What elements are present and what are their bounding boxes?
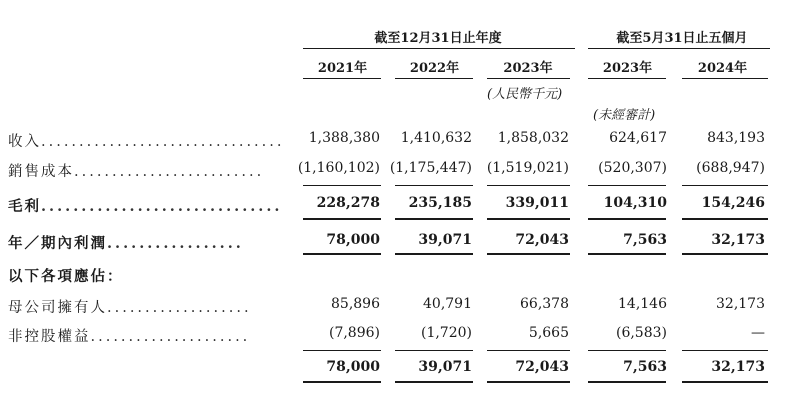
rule [303,185,381,186]
row-label-non-controlling-interests: 非控股權益..................... [8,329,251,345]
rule [395,185,473,186]
rule [303,350,381,351]
value-cell: 32,173 [716,296,765,312]
value-cell: 228,278 [316,195,380,211]
rule [588,350,666,351]
rule [682,218,768,220]
row-label-attributable-to: 以下各項應佔： [8,268,124,285]
value-cell: 235,185 [408,195,472,211]
header-group-rule-1 [303,48,575,49]
year-rule-2 [395,78,473,79]
value-cell: 40,791 [423,296,472,312]
value-cell: 843,193 [707,130,765,146]
value-cell: 7,563 [623,232,667,248]
year-rule-5 [682,78,768,79]
value-cell: 39,071 [418,359,472,375]
row-label-revenue: 收入................................ [8,134,285,150]
unaudited-note: (未經審計) [593,108,656,123]
rule [588,381,666,383]
rule [395,350,473,351]
value-cell: 104,310 [603,195,667,211]
rule [303,381,381,383]
rule [588,185,666,186]
row-label-cost-of-sales: 銷售成本......................... [8,164,265,180]
row-label-profit-for-period: 年／期內利潤................. [8,235,244,252]
year-header-2022: 2022年 [409,61,460,76]
rule [487,218,570,220]
value-cell: (1,519,021) [486,160,569,176]
value-cell: 32,173 [711,232,765,248]
rule [303,218,381,220]
value-cell: 32,173 [711,359,765,375]
value-cell: 14,146 [618,296,667,312]
value-cell: (688,947) [696,160,765,176]
header-group-five-months: 截至5月31日止五個月 [616,31,748,46]
year-header-2023-five-months: 2023年 [602,61,653,76]
year-header-2021: 2021年 [317,61,368,76]
value-cell: 7,563 [623,359,667,375]
value-cell: 5,665 [528,325,569,341]
rule [487,253,570,255]
row-label-gross-profit: 毛利.............................. [8,198,283,215]
value-cell: 78,000 [326,359,380,375]
rule [395,218,473,220]
rule [395,253,473,255]
rule [682,381,768,383]
year-rule-3 [487,78,570,79]
header-group-fiscal-years: 截至12月31日止年度 [374,31,502,46]
row-label-owners-of-parent: 母公司擁有人................... [8,300,252,316]
year-rule-1 [303,78,381,79]
year-rule-4 [588,78,666,79]
value-cell: 624,617 [609,130,667,146]
value-cell: (1,720) [420,325,472,341]
rule [395,381,473,383]
value-cell: (6,583) [615,325,667,341]
value-cell: 72,043 [515,232,569,248]
value-cell: 72,043 [515,359,569,375]
rule [682,253,768,255]
value-cell: 339,011 [505,195,569,211]
value-cell: 39,071 [418,232,472,248]
value-cell: 78,000 [326,232,380,248]
value-cell: 154,246 [701,195,765,211]
rule [487,185,570,186]
rule [303,253,381,255]
value-cell: (1,175,447) [389,160,472,176]
rule [588,253,666,255]
header-group-rule-2 [588,48,770,49]
value-cell: — [751,325,765,341]
rule [682,185,768,186]
year-header-2024-five-months: 2024年 [697,61,748,76]
rule [682,350,768,351]
rule [588,218,666,220]
value-cell: 1,388,380 [308,130,380,146]
value-cell: (7,896) [328,325,380,341]
value-cell: 1,858,032 [497,130,569,146]
value-cell: 66,378 [520,296,569,312]
value-cell: 85,896 [331,296,380,312]
year-header-2023: 2023年 [503,61,553,76]
rule [487,350,570,351]
unit-note: (人民幣千元) [487,87,563,102]
value-cell: (520,307) [598,160,667,176]
rule [487,381,570,383]
value-cell: 1,410,632 [400,130,472,146]
value-cell: (1,160,102) [297,160,380,176]
